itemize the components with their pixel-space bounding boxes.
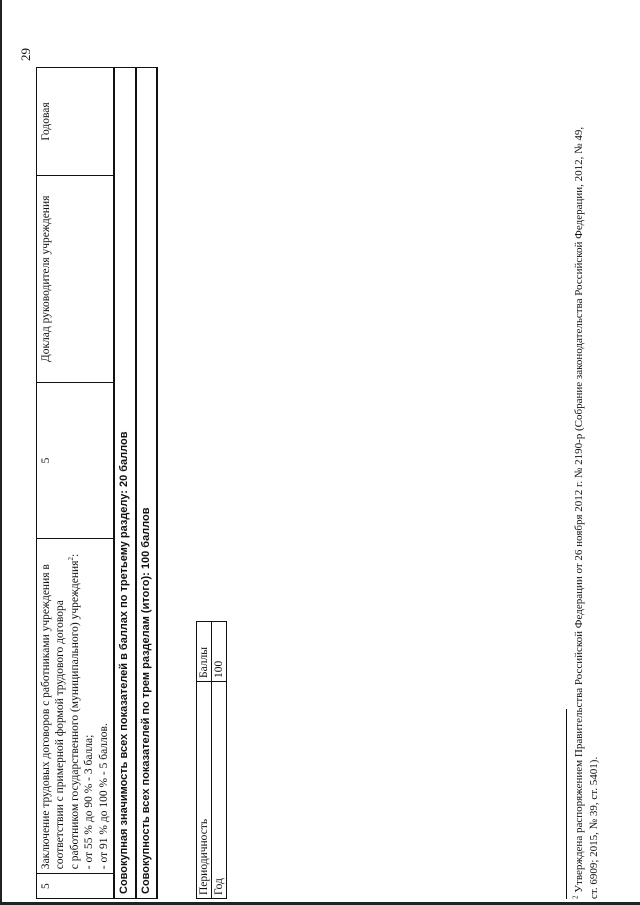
indicator-text-line: соответствии с примерной формой трудового договора <box>54 600 67 870</box>
summary-section-text: Совокупная значимость всех показателей в баллах по третьему разделу: 20 баллов <box>114 68 136 899</box>
table-row <box>37 68 114 899</box>
indicator-description <box>37 539 114 874</box>
indicator-text-fragment: с работником государственного (муниципального) учреждения <box>68 560 81 870</box>
points-value: 100 <box>212 622 227 682</box>
indicator-text-line: Заключение трудовых договоров с работниками учреждения в <box>40 564 52 870</box>
footnote <box>572 59 602 899</box>
footnote-text-line: Утверждена распоряжением Правительства Российской Федерации от 26 ноября 2012 г. № 2190-р (Собрание законодательства Российской Федерации, 2012, № 49, <box>573 126 585 896</box>
footnote-divider <box>566 709 567 899</box>
indicator-score: 5 <box>37 382 114 539</box>
row-number: 5 <box>37 874 114 899</box>
periodicity-table <box>196 621 227 899</box>
indicator-text-line: - от 55 % до 90 % - 3 балла; <box>83 734 96 870</box>
indicators-table <box>36 67 158 899</box>
footnote-text-line: ст. 6909; 2015, № 39, ст. 5401). <box>587 756 600 899</box>
indicator-text-line <box>68 543 82 869</box>
points-header: Баллы <box>197 622 212 682</box>
page-number: 29 <box>18 48 33 61</box>
table-row <box>197 622 212 899</box>
indicator-text-fragment: : <box>68 553 81 558</box>
indicator-source: Доклад руководителя учреждения <box>37 176 114 383</box>
periodicity-header: Периодичность <box>197 682 212 899</box>
footnote-reference: 2 <box>66 557 75 561</box>
indicator-text-line: - от 91 % до 100 % - 5 баллов. <box>97 723 110 870</box>
summary-total-text: Совокупность всех показателей по трем разделам (итого): 100 баллов <box>136 68 158 899</box>
periodicity-value: Год <box>212 682 227 899</box>
footnote-marker: 2 <box>571 895 580 899</box>
summary-row-total <box>136 68 158 899</box>
indicator-period: Годовая <box>37 68 114 176</box>
summary-row-section <box>114 68 136 899</box>
table-row <box>212 622 227 899</box>
